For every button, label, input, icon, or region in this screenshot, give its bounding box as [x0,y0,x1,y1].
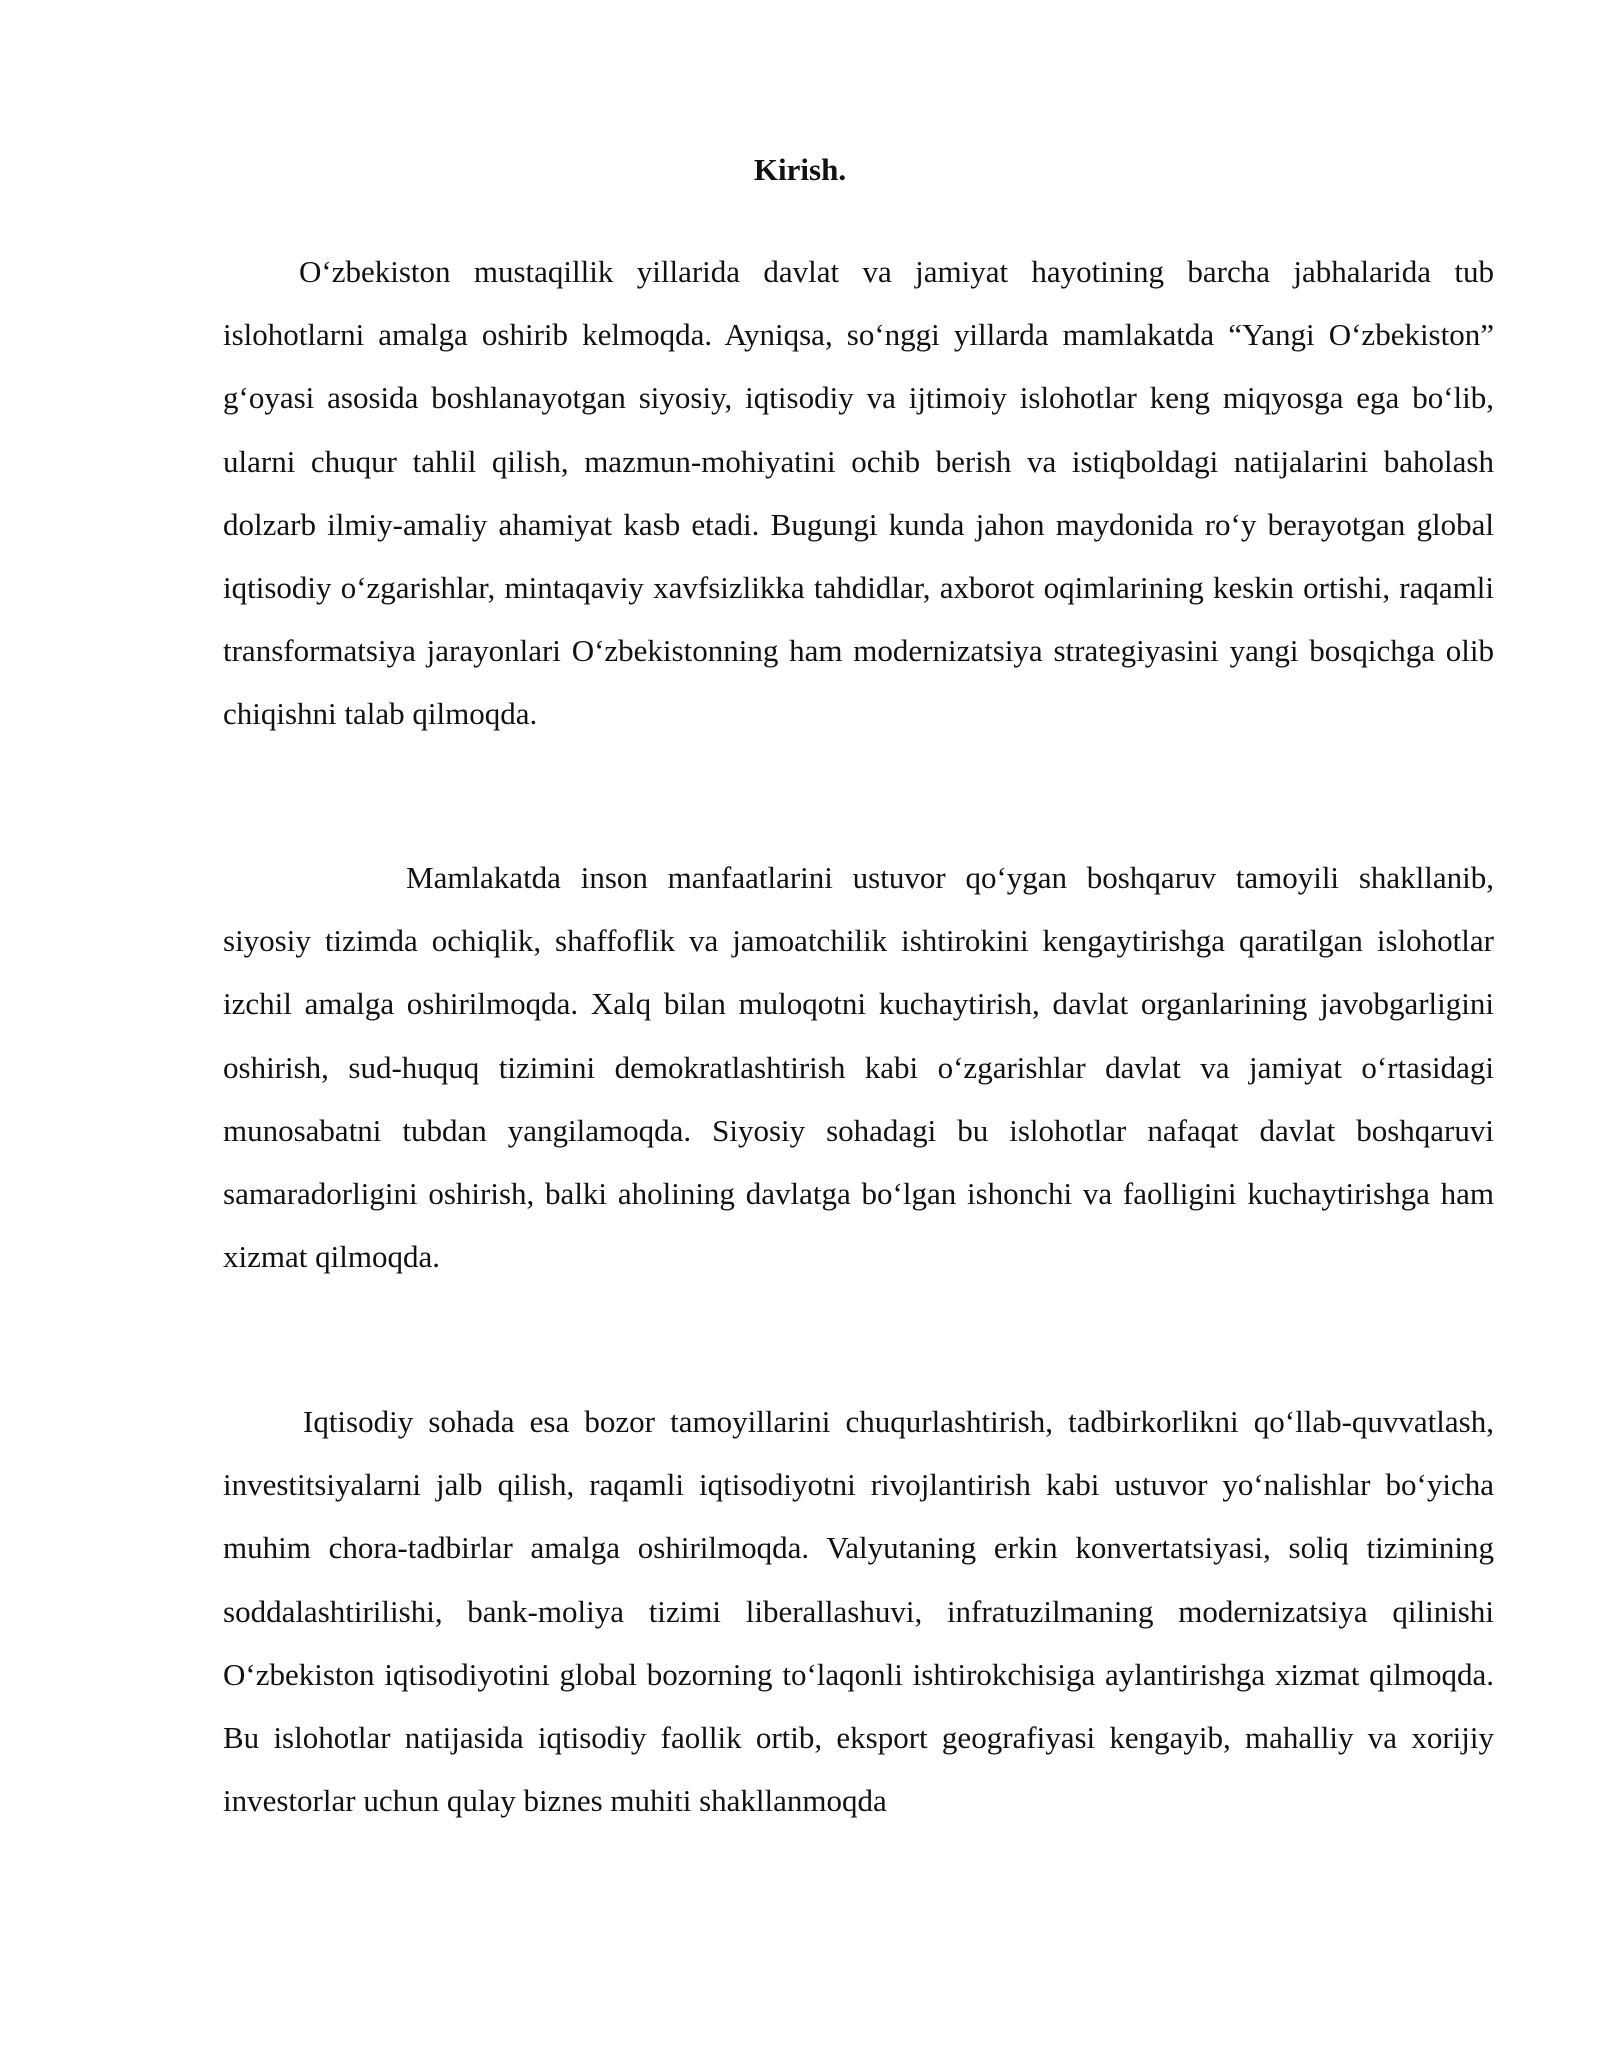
document-title: Kirish. [753,152,847,187]
paragraph-3: Iqtisodiy sohada esa bozor tamoyillarini chuqurlashtirish, tadbirkorlikni qo‘llab-quvvatlash, investitsiyalarni jalb qilish, raqamli iqtisodiyotni rivojlantirish kabi ustuvor yo‘nalishlar bo‘yicha muhim chora-tadbirlar amalga oshirilmoqda. Valyutaning erkin konvertatsiyasi, soliq tizimining soddalashtirilishi, bank-moliya tizimi liberallashuvi, infratuzilmaning modernizatsiya qilinishi O‘zbekiston iqtisodiyotini global bozorning to‘laqonli ishtirokchisiga aylantirishga xizmat qilmoqda. Bu islohotlar natijasida iqtisodiy faollik ortib, eksport geografiyasi kengayib, mahalliy va xorijiy investorlar uchun qulay biznes muhiti shakllanmoqda [223,1404,1494,1819]
paragraph-2: Mamlakatda inson manfaatlarini ustuvor qo‘ygan boshqaruv tamoyili shakllanib, siyosiy tizimda ochiqlik, shaffoflik va jamoatchilik ishtirokini kengaytirishga qaratilgan islohotlar izchil amalga oshirilmoqda. Xalq bilan muloqotni kuchaytirish, davlat organlarining javobgarligini oshirish, sud-huquq tizimini demokratlashtirish kabi o‘zgarishlar davlat va jamiyat o‘rtasidagi munosabatni tubdan yangilamoqda. Siyosiy sohadagi bu islohotlar nafaqat davlat boshqaruvi samaradorligini oshirish, balki aholining davlatga bo‘lgan ishonchi va faolligini kuchaytirishga ham xizmat qilmoqda. [223,860,1494,1275]
paragraph-1: O‘zbekiston mustaqillik yillarida davlat va jamiyat hayotining barcha jabhalarida tub islohotlarni amalga oshirib kelmoqda. Ayniqsa, so‘nggi yillarda mamlakatda “Yangi O‘zbekiston” g‘oyasi asosida boshlanayotgan siyosiy, iqtisodiy va ijtimoiy islohotlar keng miqyosga ega bo‘lib, ularni chuqur tahlil qilish, mazmun-mohiyatini ochib berish va istiqboldagi natijalarini baholash dolzarb ilmiy-amaliy ahamiyat kasb etadi. Bugungi kunda jahon maydonida ro‘y berayotgan global iqtisodiy o‘zgarishlar, mintaqaviy xavfsizlikka tahdidlar, axborot oqimlarining keskin ortishi, raqamli transformatsiya jarayonlari O‘zbekistonning ham modernizatsiya strategiyasini yangi bosqichga olib chiqishni talab qilmoqda. [223,254,1494,732]
